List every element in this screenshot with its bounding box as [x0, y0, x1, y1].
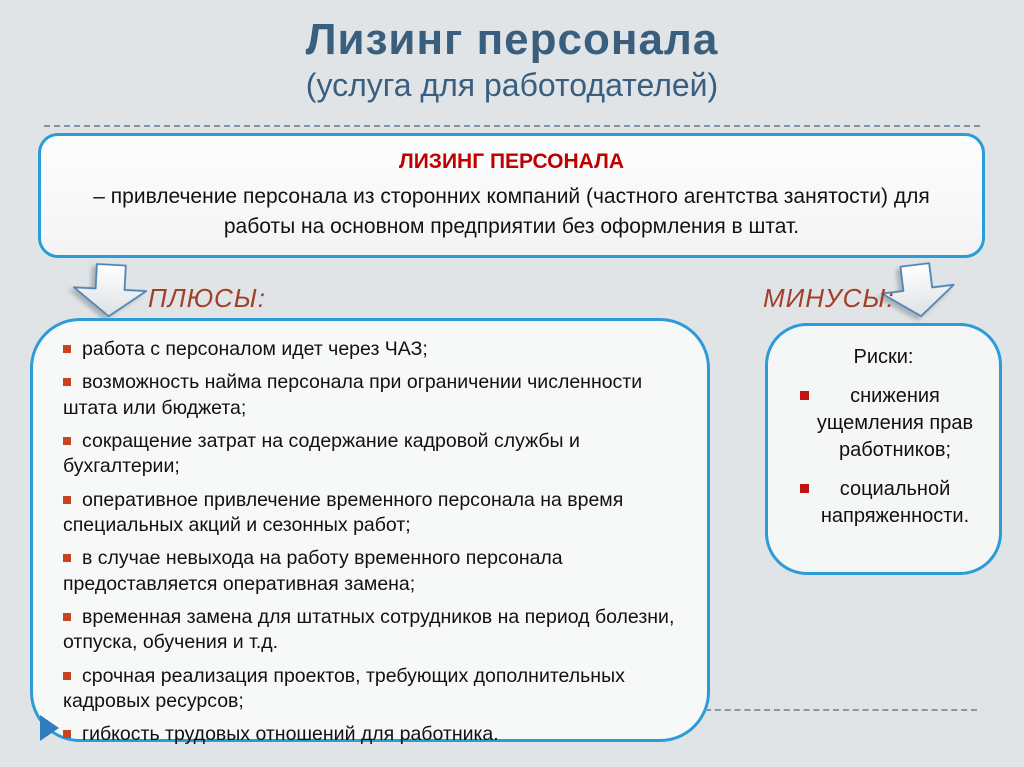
pros-item-text: работа с персоналом идет через ЧАЗ; [82, 338, 428, 360]
square-bullet-icon [63, 437, 71, 445]
square-bullet-icon [63, 730, 71, 738]
pros-item-text: сокращение затрат на содержание кадровой службы и бухгалтерии; [63, 430, 580, 478]
pros-item-text: срочная реализация проектов, требующих дополнительных кадровых ресурсов; [63, 664, 625, 713]
square-bullet-icon [800, 484, 809, 493]
cons-item-text: снижения ущемления прав работников; [816, 385, 974, 461]
pros-item-text: в случае невыхода на работу временного персонала предоставляется оперативная замена; [63, 547, 563, 595]
list-item [63, 488, 681, 539]
bottom-dashed-line [705, 709, 977, 711]
title-divider-dashed-line [44, 125, 980, 127]
pros-label: ПЛЮСЫ: [148, 283, 266, 313]
list-item [63, 722, 681, 747]
corner-triangle-icon [40, 715, 59, 741]
cons-box [765, 323, 1002, 575]
cons-item-text: социальной напряженности. [820, 478, 970, 527]
pros-item-text: оперативное привлечение временного персонала на время специальных акций и сезонных работ; [63, 488, 624, 537]
cons-heading: Риски: [853, 346, 914, 368]
list-item [63, 546, 681, 597]
page-subtitle: (услуга для работодателей) [305, 66, 719, 103]
title-block [0, 14, 1024, 104]
pros-item-text: гибкость трудовых отношений для работника. [82, 723, 499, 746]
list-item [63, 664, 681, 715]
list-item [782, 476, 985, 530]
list-item [63, 337, 681, 362]
pros-item-text: возможность найма персонала при ограничении численности штата или бюджета; [63, 371, 643, 419]
list-item [63, 429, 681, 480]
list-item [782, 383, 985, 464]
square-bullet-icon [800, 391, 809, 400]
square-bullet-icon [63, 554, 71, 562]
pros-item-text: временная замена для штатных сотрудников на период болезни, отпуска, обучения и т.д. [63, 606, 675, 654]
cons-label: МИНУСЫ: [763, 283, 895, 313]
down-arrow-icon [71, 260, 150, 322]
pros-list [63, 337, 681, 748]
list-item [63, 370, 681, 421]
definition-body: – привлечение персонала из сторонних компаний (частного агентства занятости) для работы на основном предприятии без оформления в штат. [93, 185, 930, 238]
definition-box [38, 133, 985, 258]
pros-box [30, 318, 710, 746]
square-bullet-icon [63, 613, 71, 621]
list-item [63, 605, 681, 656]
square-bullet-icon [63, 672, 71, 680]
definition-heading: ЛИЗИНГ ПЕРСОНАЛА [398, 150, 625, 174]
square-bullet-icon [63, 345, 71, 353]
square-bullet-icon [63, 378, 71, 386]
square-bullet-icon [63, 496, 71, 504]
page-title: Лизинг персонала [305, 15, 719, 64]
